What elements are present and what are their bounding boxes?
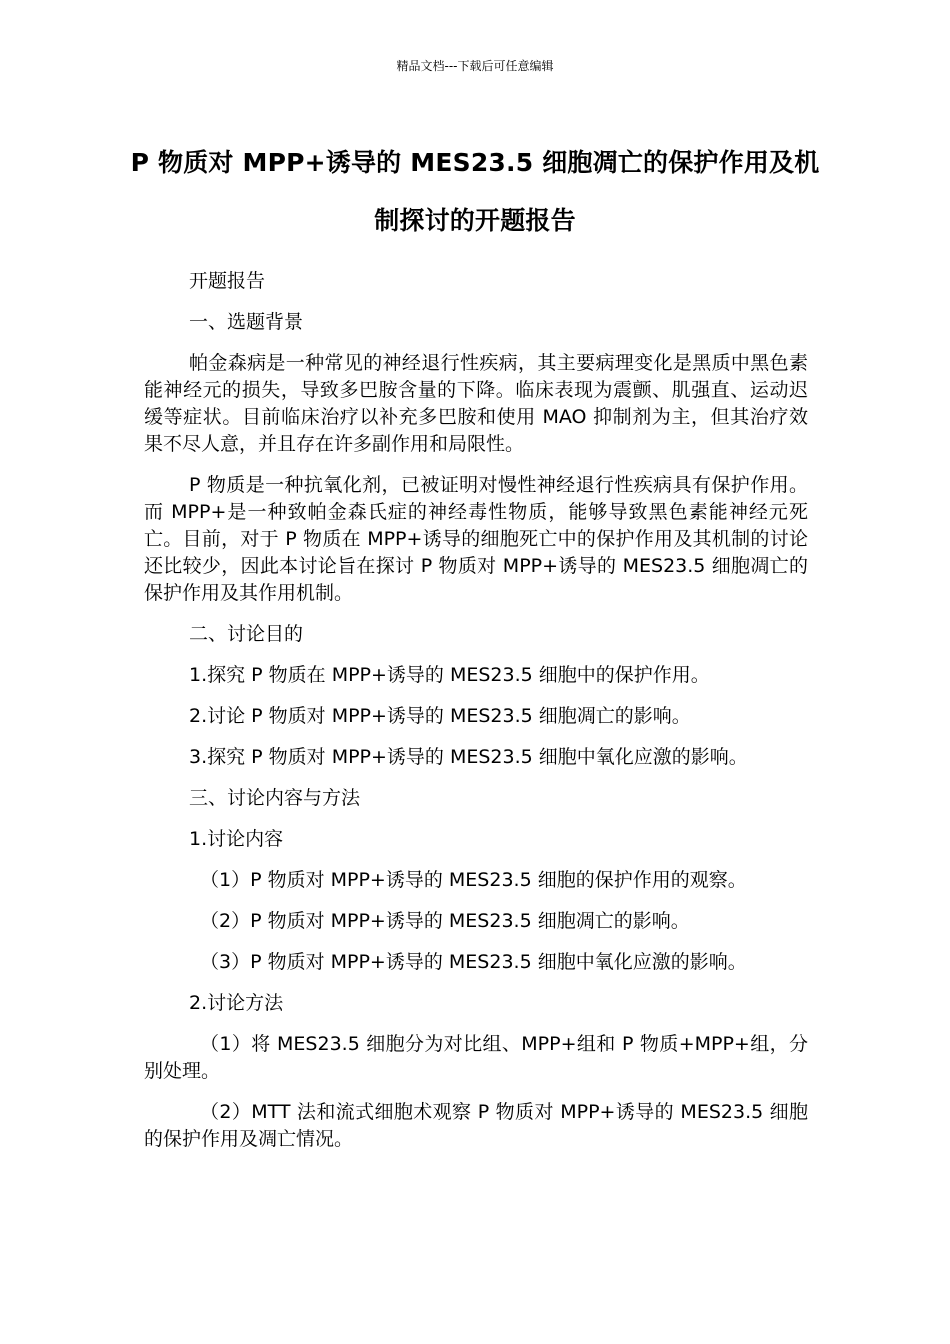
report-label: 开题报告	[189, 270, 266, 292]
method-item-2: （2）MTT 法和流式细胞术观察 P 物质对 MPP+诱导的 MES23.5 细胞的保护作用及凋亡情况。	[144, 1101, 808, 1150]
header-note: 精品文档---下载后可任意编辑	[396, 59, 554, 73]
document-body	[144, 268, 808, 1167]
section-heading-background: 一、选题背景	[189, 311, 304, 333]
objective-item-3: 3.探究 P 物质对 MPP+诱导的 MES23.5 细胞中氧化应激的影响。	[189, 746, 748, 768]
section-heading-objectives: 二、讨论目的	[189, 623, 304, 645]
document-title: P 物质对 MPP+诱导的 MES23.5 细胞凋亡的保护作用及机制探讨的开题报告	[130, 148, 820, 235]
objective-item-1: 1.探究 P 物质在 MPP+诱导的 MES23.5 细胞中的保护作用。	[189, 664, 710, 686]
content-item-3: （3）P 物质对 MPP+诱导的 MES23.5 细胞中氧化应激的影响。	[200, 951, 747, 973]
content-item-2: （2）P 物质对 MPP+诱导的 MES23.5 细胞凋亡的影响。	[200, 910, 690, 932]
content-item-1: （1）P 物质对 MPP+诱导的 MES23.5 细胞的保护作用的观察。	[200, 869, 747, 891]
background-paragraph-1: 帕金森病是一种常见的神经退行性疾病，其主要病理变化是黑质中黑色素能神经元的损失，导致多巴胺含量的下降。临床表现为震颤、肌强直、运动迟缓等症状。目前临床治疗以补充多巴胺和使用 MAO 抑制剂为主，但其治疗效果不尽人意，并且存在许多副作用和局限性。	[144, 352, 808, 455]
subheading-content: 1.讨论内容	[189, 828, 284, 850]
section-heading-content-methods: 三、讨论内容与方法	[189, 787, 361, 809]
subheading-methods: 2.讨论方法	[189, 992, 284, 1014]
method-item-1: （1）将 MES23.5 细胞分为对比组、MPP+组和 P 物质+MPP+组，分别处理。	[144, 1033, 808, 1082]
objective-item-2: 2.讨论 P 物质对 MPP+诱导的 MES23.5 细胞凋亡的影响。	[189, 705, 691, 727]
background-paragraph-2: P 物质是一种抗氧化剂，已被证明对慢性神经退行性疾病具有保护作用。而 MPP+是一种致帕金森氏症的神经毒性物质，能够导致黑色素能神经元死亡。目前，对于 P 物质在 MPP+诱导的细胞死亡中的保护作用及其机制的讨论还比较少，因此本讨论旨在探讨 P 物质对 MPP+诱导的 MES23.5 细胞凋亡的保护作用及其作用机制。	[144, 474, 808, 604]
